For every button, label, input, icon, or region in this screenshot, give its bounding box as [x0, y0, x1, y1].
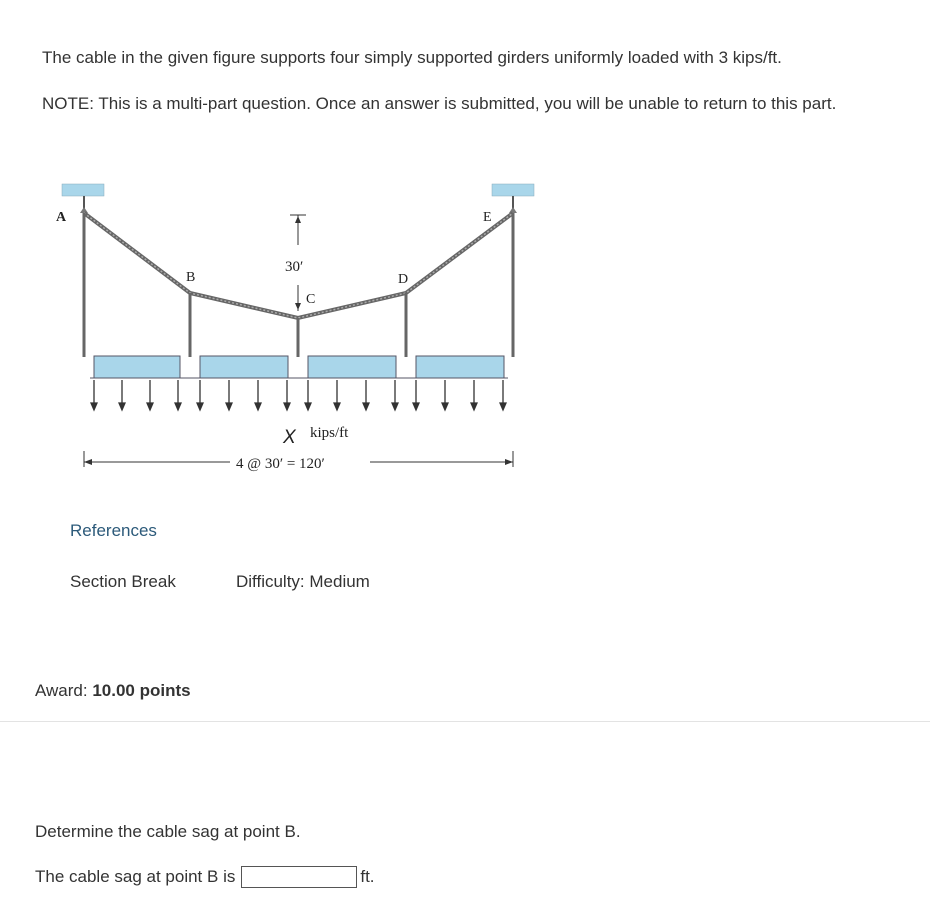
label-b: B: [186, 270, 196, 285]
girder-3: [308, 356, 396, 378]
difficulty-label: Difficulty: Medium: [236, 572, 370, 591]
label-a: A: [56, 210, 67, 225]
answer-unit: ft.: [360, 867, 375, 886]
girder-4: [416, 356, 504, 378]
answer-row: [35, 866, 375, 888]
support-right: [492, 184, 534, 196]
distributed-load-arrows: [91, 380, 506, 410]
cable-girder-figure: [40, 175, 560, 485]
award-prefix: Award:: [35, 681, 93, 700]
question-prompt: Determine the cable sag at point B.: [35, 822, 301, 841]
section-break-link[interactable]: Section Break: [70, 572, 176, 591]
divider: [0, 721, 930, 722]
answer-prefix: The cable sag at point B is: [35, 867, 236, 886]
label-c: C: [306, 292, 316, 307]
award-points: 10.00 points: [92, 681, 191, 700]
answer-input[interactable]: [241, 866, 357, 888]
load-symbol: X: [283, 427, 296, 448]
girder-1: [94, 356, 180, 378]
span-label: 4 @ 30′ = 120′: [236, 456, 325, 472]
sag-label: 30′: [285, 259, 304, 275]
award: [35, 681, 191, 701]
girder-2: [200, 356, 288, 378]
problem-intro: The cable in the given figure supports four simply supported girders uniformly loaded with 3 kips/ft.: [42, 48, 782, 67]
references-link[interactable]: References: [70, 521, 157, 540]
problem-note: NOTE: This is a multi-part question. Once an answer is submitted, you will be unable to return to this part.: [42, 94, 837, 113]
label-d: D: [398, 272, 409, 287]
label-e: E: [483, 210, 492, 225]
load-unit: kips/ft: [310, 425, 349, 441]
support-left: [62, 184, 104, 196]
